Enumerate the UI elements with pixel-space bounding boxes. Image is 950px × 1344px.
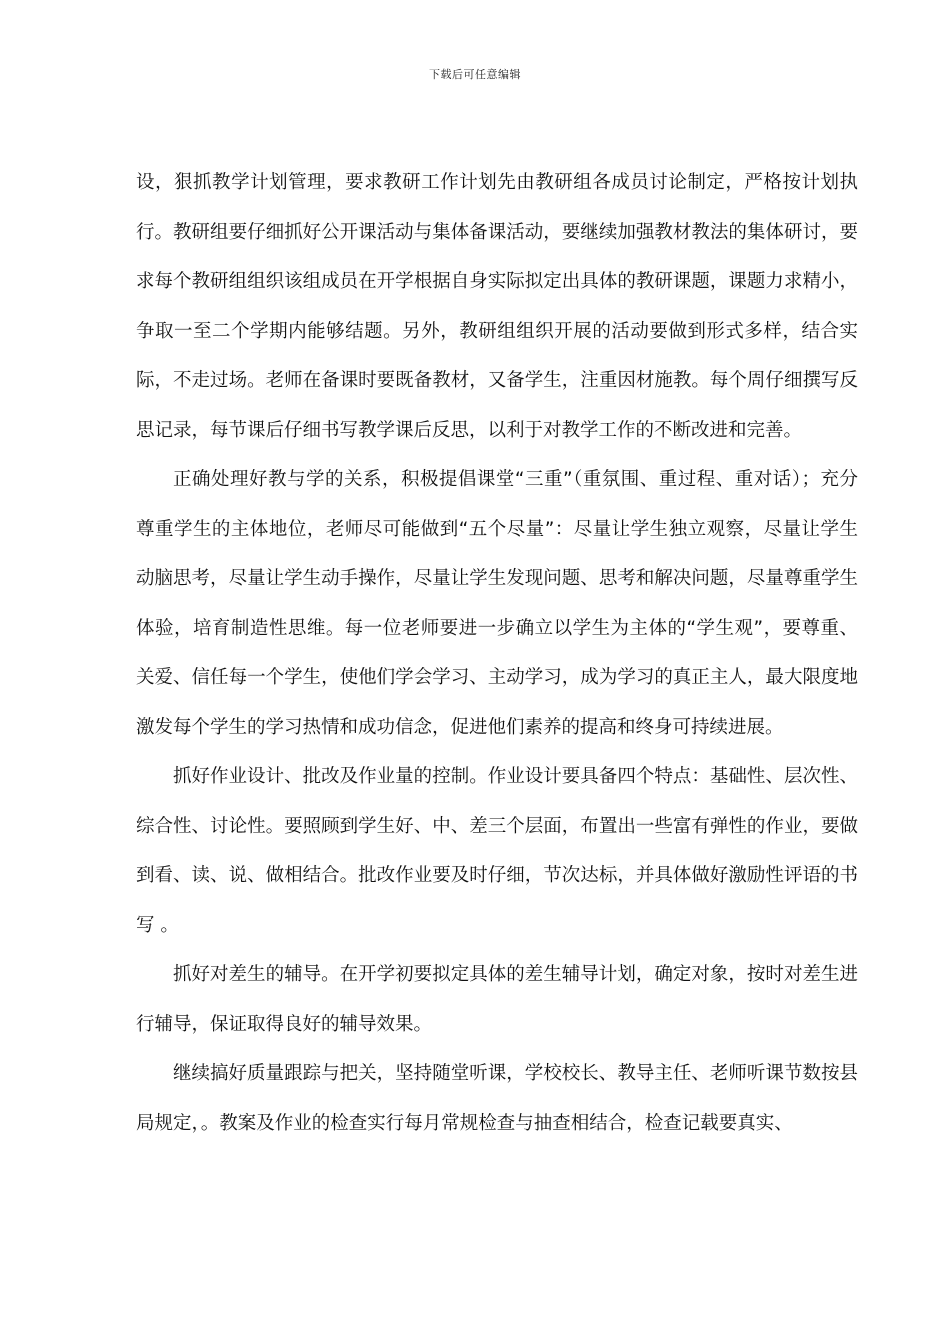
paragraph-1: 设，狠抓教学计划管理，要求教研工作计划先由教研组各成员讨论制定，严格按计划执行。教研组要仔细抓好公开课活动与集体备课活动，要继续加强教材教法的集体研讨，要求每个教研组组织该组成员在开学根据自身实际拟定出具体的教研课题，课题力求精小，争取一至二个学期内能够结题。另外，教研组组织开展的活动要做到形式多样，结合实际，不走过场。老师在备课时要既备教材，又备学生，注重因材施教。每个周仔细撰写反思记录，每节课后仔细书写教学课后反思，以利于对教学工作的不断改进和完善。 (136, 172, 858, 441)
paragraph-2: 正确处理好教与学的关系，积极提倡课堂“三重”（重氛围、重过程、重对话）；充分尊重学生的主体地位，老师尽可能做到“五个尽量”：尽量让学生独立观察，尽量让学生动脑思考，尽量让学生动手操作，尽量让学生发现问题、思考和解决问题，尽量尊重学生体验，培育制造性思维。每一位老师要进一步确立以学生为主体的“学生观”，要尊重、关爱、信任每一个学生，使他们学会学习、主动学习，成为学习的真正主人，最大限度地激发每个学生的学习热情和成功信念，促进他们素养的提高和终身可持续进展。 (136, 469, 858, 738)
document-body (136, 158, 858, 1148)
paragraph-4: 抓好对差生的辅导。在开学初要拟定具体的差生辅导计划，确定对象，按时对差生进行辅导，保证取得良好的辅导效果。 (136, 964, 858, 1035)
paragraph-3: 抓好作业设计、批改及作业量的控制。作业设计要具备四个特点：基础性、层次性、综合性、讨论性。要照顾到学生好、中、差三个层面，布置出一些富有弹性的作业，要做到看、读、说、做相结合。批改作业要及时仔细，节次达标，并具体做好激励性评语的书写 。 (136, 766, 858, 936)
paragraph-5: 继续搞好质量跟踪与把关，坚持随堂听课，学校校长、教导主任、老师听课节数按县局规定，。教案及作业的检查实行每月常规检查与抽查相结合，检查记载要真实、 (136, 1063, 858, 1134)
page-header: 下载后可任意编辑 (429, 68, 521, 81)
